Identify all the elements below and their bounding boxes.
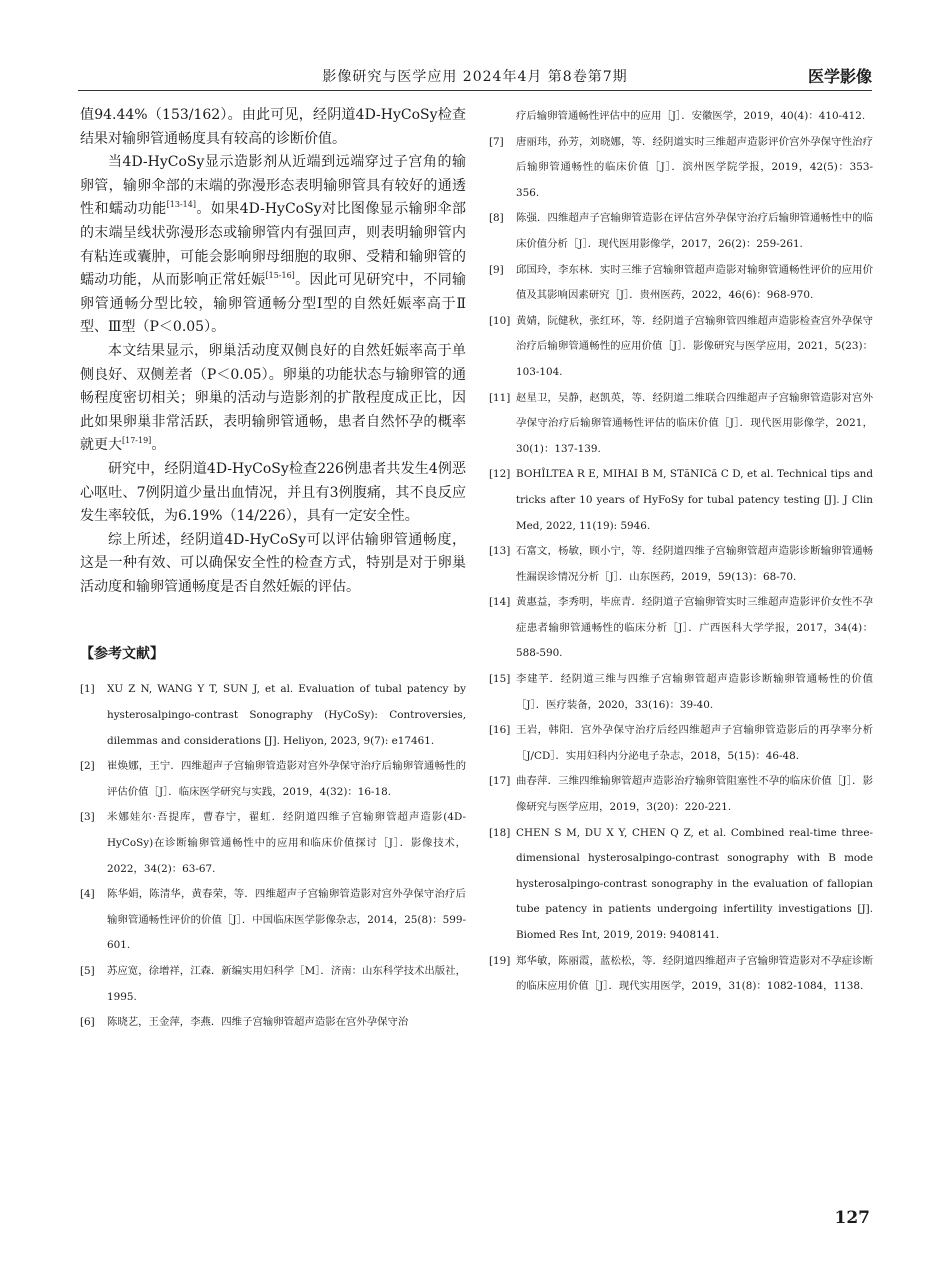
reference-number: [16] xyxy=(489,724,511,737)
reference-item xyxy=(489,769,873,820)
reference-text: 苏应宽，徐增祥，江森．新编实用妇科学［M］．济南：山东科学技术出版社，1995. xyxy=(107,965,466,1003)
reference-number: [9] xyxy=(489,263,504,276)
reference-item xyxy=(80,882,466,959)
reference-text: XU Z N, WANG Y T, SUN J, et al. Evaluation of tubal patency by hysterosalpingo-contrast Sonography (HyCoSy): Controversies, dilemmas and considerations [J]. Heliyon, 2023, 9(7): e17461. xyxy=(107,683,466,747)
reference-number: [19] xyxy=(489,954,511,967)
reference-list xyxy=(489,104,873,1000)
reference-number: [8] xyxy=(489,212,504,225)
body-paragraph: 综上所述，经阴道4D-HyCoSy可以评估输卵管通畅度，这是一种有效、可以确保安全性的检查方式，特别是对于卵巢活动度和输卵管通畅度是否自然妊娠的评估。 xyxy=(80,531,466,595)
running-header xyxy=(78,64,872,91)
reference-text: 石富文，杨敏，顾小宁，等．经阴道四维子宫输卵管超声造影诊断输卵管通畅性漏误诊情况分析［J］．山东医药，2019，59(13)：68-70. xyxy=(516,545,873,583)
reference-list xyxy=(80,677,466,1035)
reference-text: 陈晓艺，王金萍，李燕．四维子宫输卵管超声造影在宫外孕保守治 xyxy=(107,1016,409,1029)
reference-text: 黄惠益，李秀明，毕庶青．经阴道子宫输卵管实时三维超声造影评价女性不孕症患者输卵管通畅性的临床分析［J］．广西医科大学学报，2017，34(4)：588-590. xyxy=(516,596,873,660)
reference-number: [14] xyxy=(489,596,511,609)
reference-text: 曲春萍．三维四维输卵管超声造影治疗输卵管阻塞性不孕的临床价值［J］．影像研究与医学应用，2019，3(20)：220-221. xyxy=(516,775,873,814)
citation: [17-19] xyxy=(122,436,152,446)
body-paragraph: 本文结果显示，卵巢活动度双侧良好的自然妊娠率高于单侧良好、双侧差者（P＜0.05）。卵巢的功能状态与输卵管的通畅程度密切相关；卵巢的活动与造影剂的扩散程度成正比，因此如果卵巢非常活跃，表明输卵管通畅，患者自然怀孕的概率就更大[17-19]。 xyxy=(80,342,466,454)
reference-item xyxy=(489,718,873,769)
reference-item xyxy=(489,258,873,309)
reference-item xyxy=(80,805,466,882)
reference-text: 崔焕娜，王宁．四维超声子宫输卵管造影对宫外孕保守治疗后输卵管通畅性的评估价值［J］．临床医学研究与实践，2019，4(32)：16-18. xyxy=(107,760,466,798)
page-number: 127 xyxy=(834,1208,870,1228)
citation: [13-14] xyxy=(166,200,196,210)
reference-number: [15] xyxy=(489,673,511,686)
reference-number: [5] xyxy=(80,965,95,977)
reference-text: 邱国玲，李东林．实时三维子宫输卵管超声造影对输卵管通畅性评价的应用价值及其影响因素研究［J］．贵州医药，2022，46(6)：968-970. xyxy=(516,263,873,302)
reference-item xyxy=(489,821,873,949)
reference-number xyxy=(489,104,516,130)
reference-item xyxy=(489,667,873,718)
reference-number: [17] xyxy=(489,775,511,788)
reference-text: CHEN S M, DU X Y, CHEN Q Z, et al. Combined real-time three-dimensional hysterosalpingo-contrast sonography with B mode hysterosalpingo-contrast sonography in the evaluation of fallopian tube patency in patients undergoing infertility investigations [J]. Biomed Res Int, 2019, 2019: 9408141. xyxy=(516,826,873,941)
reference-item xyxy=(489,386,873,463)
right-column xyxy=(489,104,873,1000)
reference-number: [11] xyxy=(489,391,511,404)
reference-number: [12] xyxy=(489,468,511,481)
reference-number: [1] xyxy=(80,683,95,696)
reference-item xyxy=(489,206,873,257)
reference-text: 黄婧，阮健秋，张红环，等．经阴道子宫输卵管四维超声造影检查宫外孕保守治疗后输卵管通畅性的应用价值［J］．影像研究与医学应用，2021，5(23)：103-104. xyxy=(516,314,873,378)
reference-number: [10] xyxy=(489,314,511,327)
reference-item xyxy=(489,590,873,667)
reference-text: 唐丽玮，孙芳，刘晓娜，等．经阴道实时三维超声造影评价宫外孕保守性治疗后输卵管通畅性的临床价值［J］．滨州医学院学报，2019，42(5)：353-356. xyxy=(516,135,873,199)
reference-text: 郑华敏，陈丽霞，蓝松松，等．经阴道四维超声子宫输卵管造影对不孕症诊断的临床应用价值［J］．现代实用医学，2019，31(8)：1082-1084，1138. xyxy=(516,954,873,993)
reference-number: [7] xyxy=(489,135,504,148)
reference-number: [13] xyxy=(489,545,511,558)
citation: [15-16] xyxy=(265,271,295,281)
reference-text: 李建芊．经阴道三维与四维子宫输卵管超声造影诊断输卵管通畅性的价值［J］．医疗装备，2020，33(16)：39-40. xyxy=(516,673,873,711)
reference-text: BOHÎLTEA R E, MIHAI B M, STăNICă C D, et al. Technical tips and tricks after 10 years of HyFoSy for tubal patency testing [J]. J Clin Med, 2022, 11(19): 5946. xyxy=(516,468,873,532)
body-paragraph: 当4D-HyCoSy显示造影剂从近端到远端穿过子宫角的输卵管，输卵伞部的末端的弥漫形态表明输卵管具有较好的通透性和蠕动功能[13-14]。如果4D-HyCoSy对比图像显示输卵伞部的末端呈线状弥漫形态或输卵管内有强回声，则表明输卵管内有粘连或囊肿，可能会影响卵母细胞的取卵、受精和输卵管的蠕动功能，从而影响正常妊娠[15-16]。因此可见研究中，不同输卵管通畅分型比较，输卵管通畅分型Ⅰ型的自然妊娠率高于Ⅱ型、Ⅲ型（P＜0.05）。 xyxy=(80,154,467,336)
body-paragraph: 研究中，经阴道4D-HyCoSy检查226例患者共发生4例恶心呕吐、7例阴道少量出血情况，并且有3例腹痛，其不良反应发生率较低，为6.19%（14/226），具有一定安全性。 xyxy=(80,460,466,525)
reference-number: [3] xyxy=(80,811,95,824)
reference-number: [18] xyxy=(489,826,511,839)
reference-text: 王岩，韩阳．宫外孕保守治疗后经四维超声子宫输卵管造影后的再孕率分析［J/CD］．实用妇科内分泌电子杂志，2018，5(15)：46-48. xyxy=(516,724,873,762)
references-heading: 【参考文献】 xyxy=(80,646,164,663)
reference-text: 陈强．四维超声子宫输卵管造影在评估宫外孕保守治疗后输卵管通畅性中的临床价值分析［J］．现代医用影像学，2017，26(2)：259-261. xyxy=(516,212,873,250)
body-paragraph: 值94.44%（153/162）。由此可见，经阴道4D-HyCoSy检查结果对输卵管通畅度具有较高的诊断价值。 xyxy=(80,107,466,147)
reference-item xyxy=(489,130,873,207)
reference-item xyxy=(80,959,466,1010)
reference-text: 赵星卫，吴静，赵凯英，等．经阴道二维联合四维超声子宫输卵管造影对宫外孕保守治疗后输卵管通畅性评估的临床价值［J］．现代医用影像学，2021，30(1)：137-139. xyxy=(516,391,873,455)
reference-item xyxy=(80,754,466,805)
reference-item xyxy=(489,309,873,386)
reference-number: [4] xyxy=(80,888,95,901)
reference-text: 米娜娃尔·吾提库，曹春宁，翟虹．经阴道四维子宫输卵管超声造影(4D-HyCoSy)在诊断输卵管通畅性中的应用和临床价值探讨［J］．影像技术，2022，34(2)：63-67. xyxy=(107,811,466,875)
reference-item xyxy=(489,104,873,130)
reference-item xyxy=(489,949,873,1000)
journal-issue-line: 影像研究与医学应用 2024年4月 第8卷第7期 xyxy=(322,69,628,85)
reference-number: [6] xyxy=(80,1016,95,1029)
left-column xyxy=(80,104,466,1036)
reference-item xyxy=(80,1010,466,1036)
reference-item xyxy=(489,462,873,539)
section-brand: 医学影像 xyxy=(807,67,872,86)
reference-item xyxy=(80,677,466,754)
reference-text: 疗后输卵管通畅性评估中的应用［J］．安徽医学，2019，40(4)：410-412. xyxy=(516,110,866,122)
reference-item xyxy=(489,539,873,590)
reference-text: 陈华娟，陈清华，黄春荣，等．四维超声子宫输卵管造影对宫外孕保守治疗后输卵管通畅性评价的价值［J］．中国临床医学影像杂志，2014，25(8)：599-601. xyxy=(107,888,466,952)
reference-number: [2] xyxy=(80,760,95,773)
